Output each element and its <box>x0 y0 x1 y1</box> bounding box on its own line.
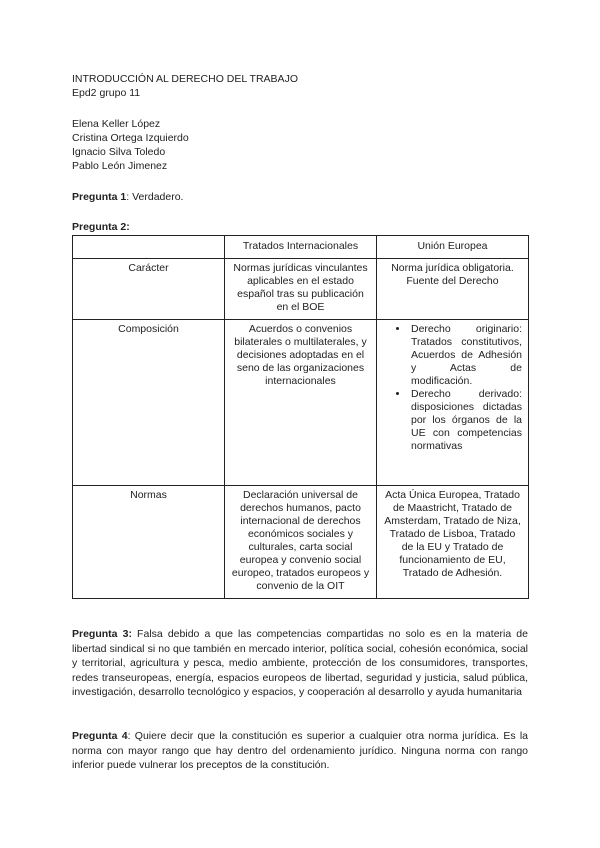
table-cell: Norma jurídica obligatoria. Fuente del Derecho <box>377 259 529 320</box>
table-cell: Normas jurídicas vinculantes aplicables en el estado español tras su publicación en el BOE <box>225 259 377 320</box>
table-header-cell <box>73 236 225 259</box>
table-header-row <box>73 236 529 259</box>
bullet-list <box>383 323 522 453</box>
document-header <box>72 72 528 100</box>
question-2 <box>72 220 528 234</box>
question-1-answer: : Verdadero. <box>126 191 184 203</box>
question-1-label: Pregunta 1 <box>72 191 127 203</box>
list-item: • Derecho originario: Tratados constitutivos, Acuerdos de Adhesión y Actas de modificación. <box>409 323 522 388</box>
question-2-label: Pregunta 2: <box>72 221 130 233</box>
question-4 <box>72 729 528 773</box>
author-name: Elena Keller López <box>72 118 161 130</box>
table-row <box>73 486 529 599</box>
author-name: Pablo León Jimenez <box>72 160 168 172</box>
author-name: Ignacio Silva Toledo <box>72 146 166 158</box>
table-cell: Declaración universal de derechos humanos, pacto internacional de derechos económicos sociales y culturales, carta social europea y convenio social europeo, tratados europeos y convenio de la OIT <box>225 486 377 599</box>
list-item: • Derecho derivado: disposiciones dictadas por los órganos de la UE con competencias normativas <box>409 388 522 453</box>
table-row <box>73 320 529 486</box>
author-list <box>72 117 528 173</box>
author-name: Cristina Ortega Izquierdo <box>72 132 189 144</box>
table-header-cell: Tratados Internacionales <box>225 236 377 259</box>
row-label: Normas <box>73 486 225 599</box>
question-4-answer: : Quiere decir que la constitución es superior a cualquier otra norma jurídica. Es la norma con mayor rango que hay dentro del ordenamiento jurídico. Ninguna norma con rango inferior puede vulnerar los preceptos de la constitución. <box>72 730 528 771</box>
document-title: INTRODUCCIÓN AL DERECHO DEL TRABAJO <box>72 73 298 85</box>
table-cell: Acta Única Europea, Tratado de Maastricht, Tratado de Amsterdam, Tratado de Niza, Tratado de Lisboa, Tratado de la EU y Tratado de funcionamiento de EU, Tratado de Adhesión. <box>377 486 529 599</box>
question-1 <box>72 190 528 204</box>
table-row <box>73 259 529 320</box>
row-label: Carácter <box>73 259 225 320</box>
question-3-answer: Falsa debido a que las competencias compartidas no solo es en la materia de libertad sindical si no que también en mercado interior, política social, cohesión económica, social y territorial, agricultura y pesca, medio ambiente, protección de los consumidores, transportes, redes transeuropeas, energía, espacios europeos de libertad, seguridad y justicia, salud pública, investigación, desarrollo tecnológico y espacios, y cooperación al desarrollo y ayuda humanitaria <box>72 628 528 698</box>
row-label: Composición <box>73 320 225 486</box>
question-3 <box>72 627 528 700</box>
table-cell: Acuerdos o convenios bilaterales o multilaterales, y decisiones adoptadas en el seno de las organizaciones internacionales <box>225 320 377 486</box>
group-label: Epd2 grupo 11 <box>72 87 141 99</box>
table-cell <box>377 320 529 486</box>
table-header-cell: Unión Europea <box>377 236 529 259</box>
question-4-label: Pregunta 4 <box>72 730 128 742</box>
comparison-table <box>72 235 529 599</box>
question-3-label: Pregunta 3: <box>72 628 132 640</box>
